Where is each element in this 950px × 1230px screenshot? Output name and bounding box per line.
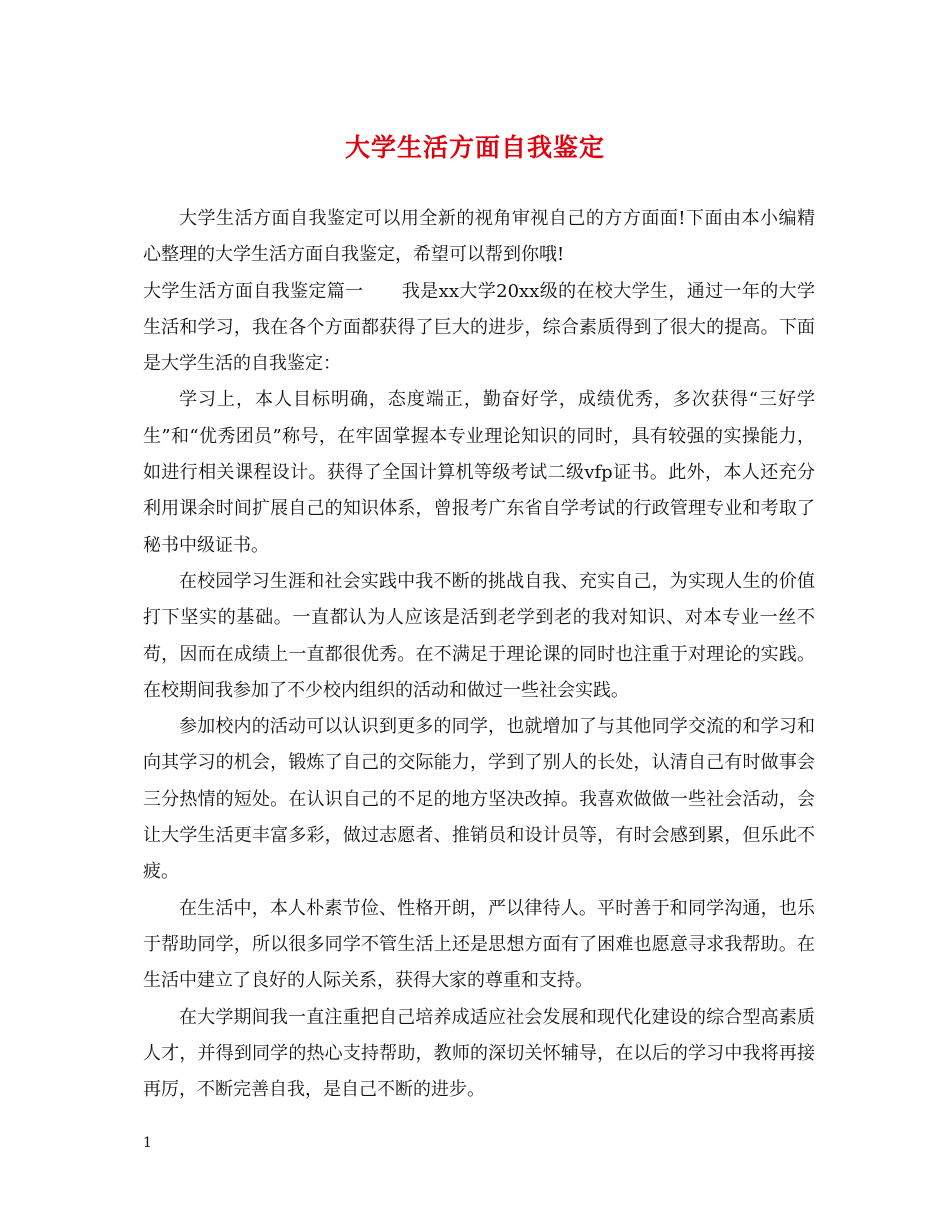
body-paragraph-study: 学习上，本人目标明确，态度端正，勤奋好学，成绩优秀，多次获得“三好学生”和“优秀团员”称号，在牢固掌握本专业理论知识的同时，具有较强的实操能力，如进行相关课程设计。获得了全国计算机等级考试二级vfp证书。此外，本人还充分利用课余时间扩展自己的知识体系，曾报考广东省自学考试的行政管理专业和考取了秘书中级证书。 [143,389,815,556]
opening-text: 我是xx大学20xx级的在校大学生，通过一年的大学生活和学习，我在各个方面都获得了巨大的进步，综合素质得到了很大的提高。下面是大学生活的自我鉴定： [143,280,815,375]
document-body [143,201,815,1108]
body-paragraph-activities: 参加校内的活动可以认识到更多的同学，也就增加了与其他同学交流的和学习和向其学习的机会，锻炼了自己的交际能力，学到了别人的长处，认清自己有时做事会三分热情的短处。在认识自己的不足的地方坚决改掉。我喜欢做做一些社会活动，会让大学生活更丰富多彩，做过志愿者、推销员和设计员等，有时会感到累，但乐此不疲。 [143,716,815,883]
body-paragraph-life: 在生活中，本人朴素节俭、性格开朗，严以律待人。平时善于和同学沟通，也乐于帮助同学，所以很多同学不管生活上还是思想方面有了困难也愿意寻求我帮助。在生活中建立了良好的人际关系，获得大家的尊重和支持。 [143,897,815,992]
page-number: 1 [143,1135,152,1151]
article-heading: 大学生活方面自我鉴定篇一 [143,280,364,302]
article-opening-paragraph [143,274,815,383]
document-title: 大学生活方面自我鉴定 [344,133,605,162]
body-paragraph-conclusion: 在大学期间我一直注重把自己培养成适应社会发展和现代化建设的综合型高素质人才，并得到同学的热心支持帮助，教师的深切关怀辅导，在以后的学习中我将再接再厉，不断完善自我，是自己不断的进步。 [143,1006,815,1101]
intro-paragraph: 大学生活方面自我鉴定可以用全新的视角审视自己的方方面面!下面由本小编精心整理的大学生活方面自我鉴定，希望可以帮到你哦! [143,208,815,266]
body-paragraph-practice: 在校园学习生涯和社会实践中我不断的挑战自我、充实自己，为实现人生的价值打下坚实的基础。一直都认为人应该是活到老学到老的我对知识、对本专业一丝不苟，因而在成绩上一直都很优秀。在不满足于理论课的同时也注重于对理论的实践。在校期间我参加了不少校内组织的活动和做过一些社会实践。 [143,570,815,701]
